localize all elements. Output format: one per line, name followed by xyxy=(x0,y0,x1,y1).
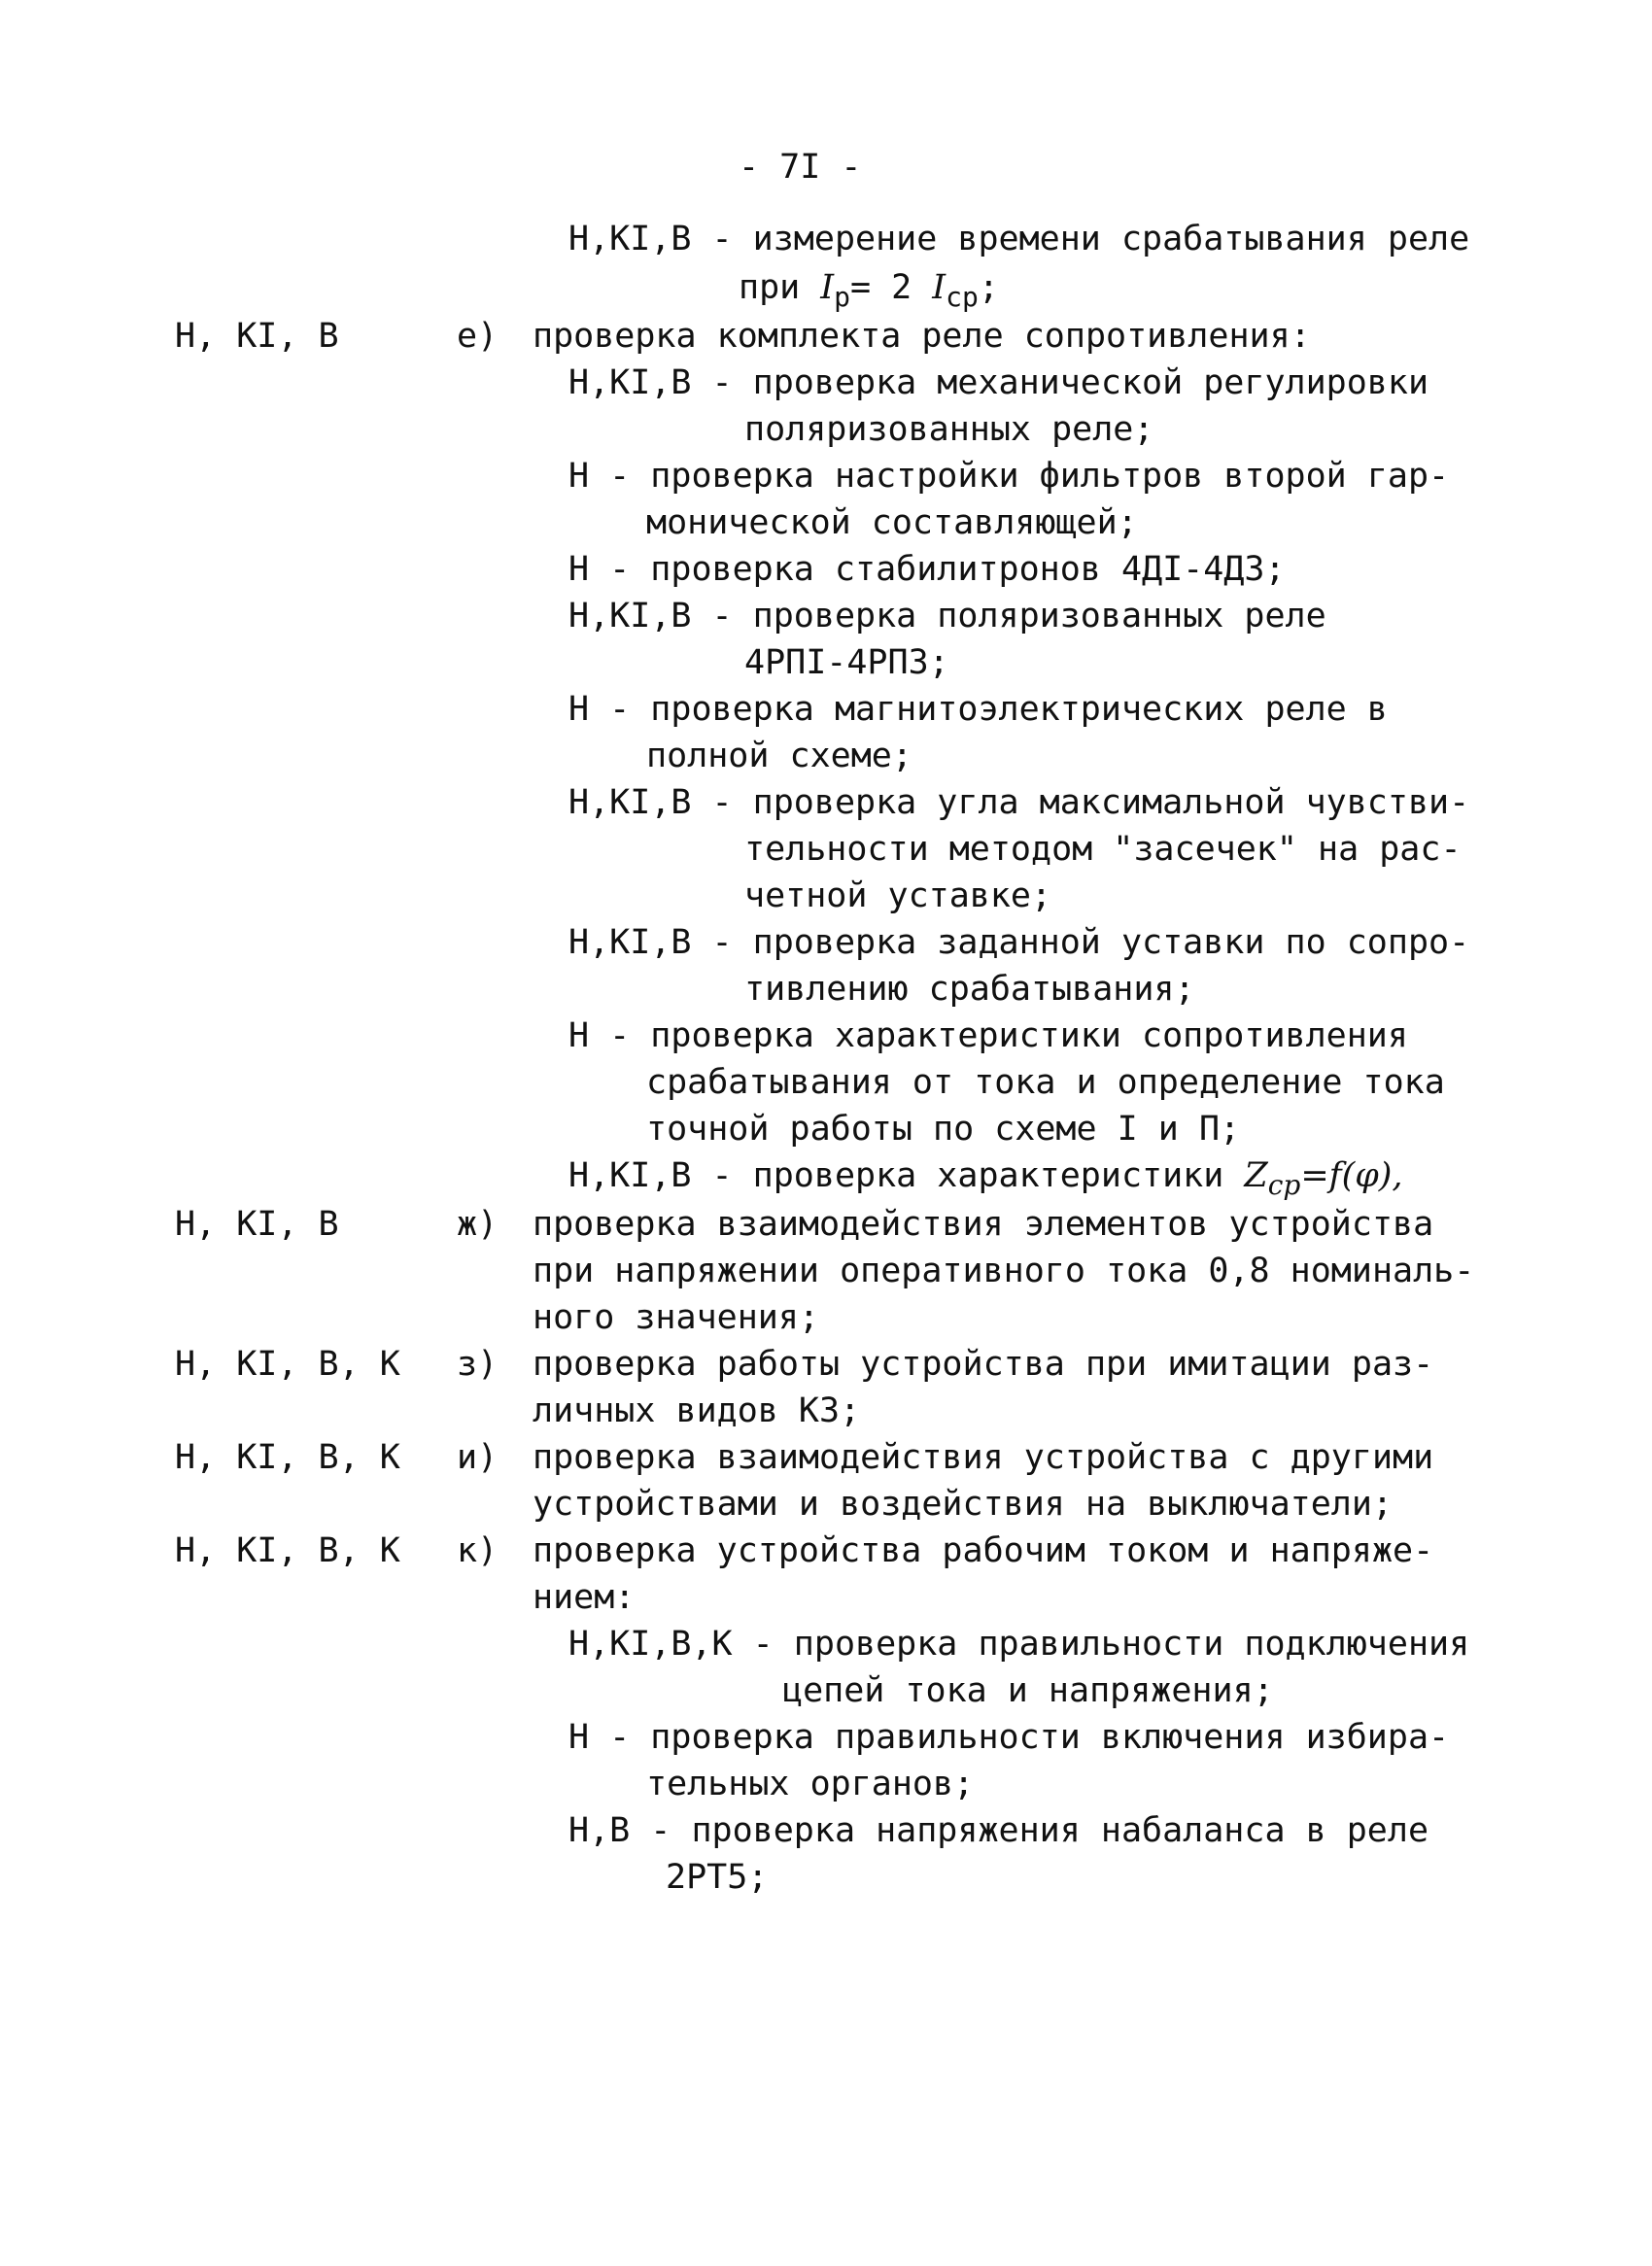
text-line xyxy=(568,546,1286,593)
sub-label: Н - xyxy=(568,550,651,589)
line-text: проверка магнитоэлектрических реле в xyxy=(650,690,1388,729)
line-text: тивлению срабатывания; xyxy=(744,970,1195,1009)
line-text: проверка правильности включения избира- xyxy=(650,1718,1450,1757)
line-text: полной схеме; xyxy=(646,737,912,775)
category-label: Н, КI, В, К xyxy=(175,1345,400,1384)
text-line xyxy=(568,779,1469,826)
subscript-cp: ср xyxy=(1267,1169,1301,1201)
text-line xyxy=(568,593,1326,639)
category-label: Н, КI, В, К xyxy=(175,1531,400,1570)
text-line xyxy=(744,639,949,686)
line-text: проверка напряжения набаланса в реле xyxy=(691,1811,1429,1850)
text-line xyxy=(568,1621,1469,1667)
semicolon: ; xyxy=(978,268,999,307)
line-text: при xyxy=(739,268,821,307)
line-text: 4РПI-4РП3; xyxy=(744,643,949,682)
text-line xyxy=(533,1294,819,1341)
item-text: проверка устройства рабочим током и напряже- xyxy=(533,1531,1434,1570)
symbol-I: I xyxy=(820,268,835,307)
line-text: монической составляющей; xyxy=(646,503,1138,542)
text-line xyxy=(533,1481,1393,1528)
text-line xyxy=(568,1013,1408,1059)
line-text: проверка заданной уставки по сопро- xyxy=(752,923,1470,962)
line-text: 2РТ5; xyxy=(666,1858,769,1897)
line-text: цепей тока и напряжения; xyxy=(782,1671,1274,1710)
symbol-Z: Z xyxy=(1244,1156,1268,1195)
item-marker: ж) xyxy=(457,1205,499,1244)
sub-label: Н - xyxy=(568,1016,651,1055)
sub-label: Н - xyxy=(568,690,651,729)
category-label: Н, КI, В, К xyxy=(175,1438,400,1477)
text-line xyxy=(533,1248,1474,1294)
sub-label: Н,КI,В - xyxy=(568,220,753,258)
category-label: Н, КI, В xyxy=(175,317,339,356)
sub-label: Н,КI,В - xyxy=(568,597,753,635)
line-text: тельности методом "засечек" на рас- xyxy=(744,830,1462,869)
line-text: точной работы по схеме I и П; xyxy=(646,1110,1241,1149)
subscript-p: р xyxy=(834,281,850,313)
text-line xyxy=(533,1574,635,1621)
item-marker: з) xyxy=(457,1345,499,1384)
sub-label: Н,КI,В - xyxy=(568,1156,753,1195)
text-line xyxy=(744,406,1153,453)
category-label: Н, КI, В xyxy=(175,1205,339,1244)
sub-label: Н,КI,В - xyxy=(568,923,753,962)
line-text: измерение времени срабатывания реле xyxy=(752,220,1470,258)
line-text: нием: xyxy=(533,1578,636,1617)
item-text: проверка работы устройства при имитации раз- xyxy=(533,1345,1434,1384)
item-marker: и) xyxy=(457,1438,499,1477)
line-text: проверка правильности подключения xyxy=(793,1625,1470,1664)
item-marker: е) xyxy=(457,317,499,356)
text-line xyxy=(646,1761,974,1807)
symbol-I: I xyxy=(932,268,946,307)
text-line xyxy=(744,826,1462,873)
formula-impedance xyxy=(1244,1156,1403,1201)
line-text: срабатывания от тока и определение тока xyxy=(646,1063,1445,1102)
line-text: проверка характеристики xyxy=(752,1156,1245,1195)
line-text: поляризованных реле; xyxy=(744,410,1154,449)
text-line xyxy=(739,264,999,311)
line-text: четной уставке; xyxy=(744,876,1052,915)
line-text: проверка поляризованных реле xyxy=(752,597,1326,635)
line-text: устройствами и воздействия на выключатели; xyxy=(533,1485,1394,1524)
sub-label: Н,КI,В,К - xyxy=(568,1625,794,1664)
sub-label: Н,В - xyxy=(568,1811,692,1850)
text-line xyxy=(568,216,1469,262)
line-text: при напряжении оперативного тока 0,8 номиналь- xyxy=(533,1252,1475,1290)
text-line xyxy=(568,686,1388,733)
sub-label: Н - xyxy=(568,1718,651,1757)
text-line xyxy=(666,1854,768,1901)
line-text: проверка характеристики сопротивления xyxy=(650,1016,1408,1055)
item-marker: к) xyxy=(457,1531,499,1570)
text-line xyxy=(646,733,912,779)
text-line xyxy=(568,453,1449,499)
item-text: проверка взаимодействия устройства с другими xyxy=(533,1438,1434,1477)
item-text: проверка комплекта реле сопротивления: xyxy=(533,317,1311,356)
line-text: проверка настройки фильтров второй гар- xyxy=(650,457,1450,496)
text-line xyxy=(646,1059,1445,1106)
sub-label: Н,КI,В - xyxy=(568,783,753,822)
line-text: проверка механической регулировки xyxy=(752,363,1429,402)
subscript-cp: ср xyxy=(946,281,979,313)
text-line xyxy=(533,1388,860,1434)
item-text: проверка взаимодействия элементов устройства xyxy=(533,1205,1434,1244)
line-text: проверка угла максимальной чувстви- xyxy=(752,783,1470,822)
text-line xyxy=(744,873,1051,919)
line-text: ного значения; xyxy=(533,1298,820,1337)
text-line xyxy=(568,919,1469,966)
line-text: тельных органов; xyxy=(646,1765,975,1803)
text-line xyxy=(568,1807,1428,1854)
formula-current xyxy=(820,268,999,313)
sub-label: Н,КI,В - xyxy=(568,363,753,402)
text-line xyxy=(744,966,1195,1013)
text-line xyxy=(568,1714,1449,1761)
line-text: личных видов КЗ; xyxy=(533,1391,861,1430)
function: =f(φ), xyxy=(1300,1156,1403,1195)
text-line xyxy=(782,1667,1274,1714)
text-line xyxy=(646,1106,1240,1152)
equals: = 2 xyxy=(849,268,933,307)
line-text: проверка стабилитронов 4ДI-4Д3; xyxy=(650,550,1286,589)
sub-label: Н - xyxy=(568,457,651,496)
text-line xyxy=(568,1152,1403,1199)
text-line xyxy=(646,499,1138,546)
text-line xyxy=(568,360,1428,406)
page-number: - 7I - xyxy=(739,148,862,187)
